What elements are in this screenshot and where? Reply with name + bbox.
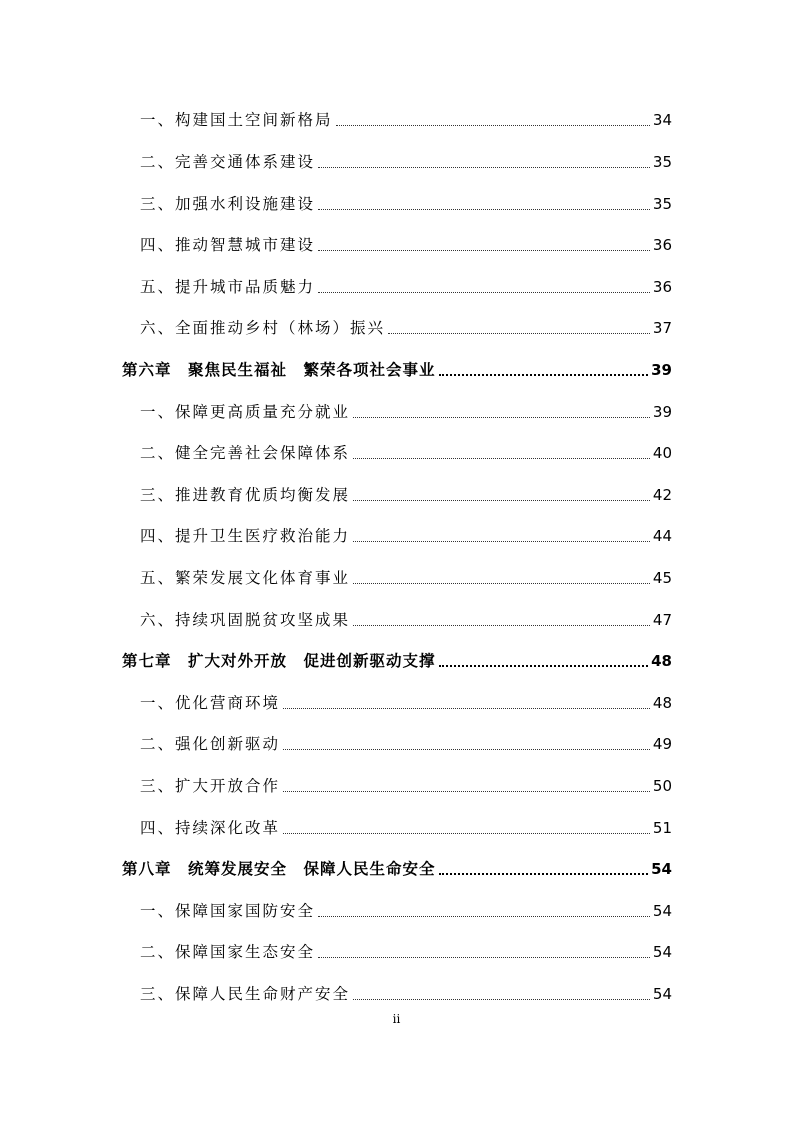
- toc-entry-title: 二、保障国家生态安全: [140, 943, 316, 961]
- toc-entry-page: 35: [652, 153, 672, 171]
- page-number-footer: ii: [392, 1012, 401, 1026]
- dot-leader: [353, 416, 650, 418]
- dot-leader: [353, 624, 650, 626]
- toc-entry[interactable]: [140, 897, 672, 921]
- toc-chapter-entry[interactable]: [122, 356, 672, 380]
- dot-leader: [353, 499, 650, 501]
- toc-entry-title: 二、健全完善社会保障体系: [140, 444, 351, 462]
- toc-entry-title: 一、保障国家国防安全: [140, 902, 316, 920]
- toc-entry-page: 37: [652, 319, 672, 337]
- toc-entry-title: 五、繁荣发展文化体育事业: [140, 569, 351, 587]
- toc-entry[interactable]: [140, 273, 672, 297]
- toc-entry-title: 三、加强水利设施建设: [140, 195, 316, 213]
- toc-entry[interactable]: [140, 730, 672, 754]
- toc-chapter-entry[interactable]: [122, 855, 672, 879]
- dot-leader: [318, 956, 650, 958]
- toc-chapter-title: 第八章 统筹发展安全 保障人民生命安全: [122, 860, 436, 878]
- toc-entry[interactable]: [140, 689, 672, 713]
- toc-entry-page: 42: [652, 486, 672, 504]
- dot-leader: [439, 373, 649, 376]
- dot-leader: [318, 915, 650, 917]
- toc-entry-title: 三、推进教育优质均衡发展: [140, 486, 351, 504]
- toc-entry-page: 48: [652, 694, 672, 712]
- dot-leader: [283, 790, 650, 792]
- toc-entry-page: 36: [652, 278, 672, 296]
- dot-leader: [353, 540, 650, 542]
- toc-entry[interactable]: [140, 314, 672, 338]
- toc-entry-title: 四、推动智慧城市建设: [140, 236, 316, 254]
- dot-leader: [388, 332, 650, 334]
- dot-leader: [336, 124, 650, 126]
- toc-entry[interactable]: [140, 148, 672, 172]
- dot-leader: [283, 707, 650, 709]
- dot-leader: [318, 249, 650, 251]
- toc-entry-page: 44: [652, 527, 672, 545]
- toc-entry-page: 39: [651, 361, 672, 379]
- toc-entry-page: 35: [652, 195, 672, 213]
- toc-chapter-title: 第七章 扩大对外开放 促进创新驱动支撑: [122, 652, 436, 670]
- dot-leader: [353, 582, 650, 584]
- toc-entry-title: 六、持续巩固脱贫攻坚成果: [140, 611, 351, 629]
- toc-entry-page: 36: [652, 236, 672, 254]
- toc-entry-page: 40: [652, 444, 672, 462]
- toc-entry[interactable]: [140, 439, 672, 463]
- toc-entry-title: 二、强化创新驱动: [140, 735, 281, 753]
- dot-leader: [439, 664, 649, 667]
- toc-entry-page: 51: [652, 819, 672, 837]
- toc-entry-title: 一、构建国土空间新格局: [140, 111, 333, 129]
- dot-leader: [318, 291, 650, 293]
- toc-entry-title: 四、持续深化改革: [140, 819, 281, 837]
- toc-entry-page: 50: [652, 777, 672, 795]
- toc-entry-title: 一、优化营商环境: [140, 694, 281, 712]
- toc-entry-page: 48: [651, 652, 672, 670]
- dot-leader: [283, 832, 650, 834]
- toc-entry-page: 49: [652, 735, 672, 753]
- toc-entry-page: 34: [652, 111, 672, 129]
- toc-entry[interactable]: [140, 190, 672, 214]
- toc-entry-page: 39: [652, 403, 672, 421]
- dot-leader: [353, 998, 650, 1000]
- toc-entry-page: 54: [652, 943, 672, 961]
- toc-entry-page: 47: [652, 611, 672, 629]
- toc-entry[interactable]: [140, 522, 672, 546]
- toc-entry-title: 一、保障更高质量充分就业: [140, 403, 351, 421]
- toc-entry-title: 六、全面推动乡村（林场）振兴: [140, 319, 386, 337]
- toc-entry-title: 三、保障人民生命财产安全: [140, 985, 351, 1003]
- toc-entry-title: 二、完善交通体系建设: [140, 153, 316, 171]
- toc-entry[interactable]: [140, 814, 672, 838]
- toc-entry[interactable]: [140, 980, 672, 1004]
- toc-entry[interactable]: [140, 231, 672, 255]
- dot-leader: [318, 208, 650, 210]
- dot-leader: [318, 166, 650, 168]
- dot-leader: [353, 457, 650, 459]
- toc-entry[interactable]: [140, 398, 672, 422]
- toc-entry-title: 四、提升卫生医疗救治能力: [140, 527, 351, 545]
- toc-entry[interactable]: [140, 938, 672, 962]
- toc-entry-page: 54: [652, 902, 672, 920]
- toc-chapter-entry[interactable]: [122, 647, 672, 671]
- dot-leader: [283, 748, 650, 750]
- toc-entry[interactable]: [140, 606, 672, 630]
- toc-entry-title: 五、提升城市品质魅力: [140, 278, 316, 296]
- toc-chapter-title: 第六章 聚焦民生福祉 繁荣各项社会事业: [122, 361, 436, 379]
- toc-entry-page: 45: [652, 569, 672, 587]
- dot-leader: [439, 872, 649, 875]
- toc-entry[interactable]: [140, 106, 672, 130]
- toc-entry-title: 三、扩大开放合作: [140, 777, 281, 795]
- toc-entry-page: 54: [652, 985, 672, 1003]
- toc-entry[interactable]: [140, 772, 672, 796]
- toc-entry[interactable]: [140, 481, 672, 505]
- toc-entry[interactable]: [140, 564, 672, 588]
- toc-entry-page: 54: [651, 860, 672, 878]
